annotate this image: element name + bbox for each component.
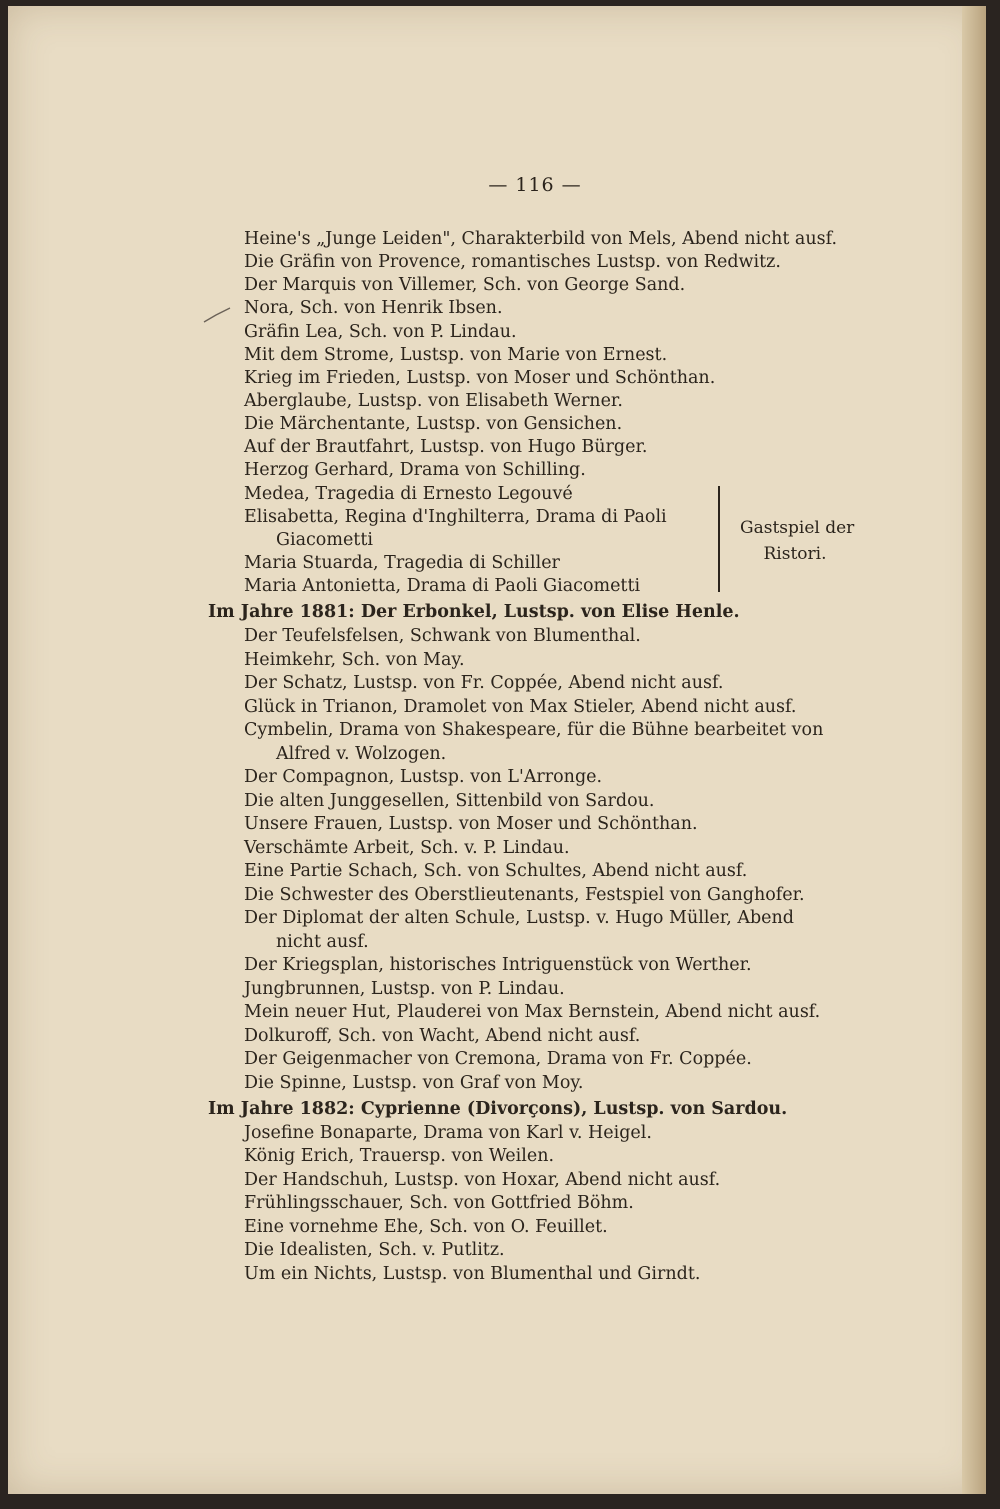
list-item-continuation: nicht ausf. bbox=[276, 932, 369, 952]
bracket bbox=[718, 486, 728, 592]
list-item: Krieg im Frieden, Lustsp. von Moser und Schönthan. bbox=[244, 368, 716, 388]
list-item: Um ein Nichts, Lustsp. von Blumenthal und Girndt. bbox=[244, 1264, 701, 1284]
list-item: Die Idealisten, Sch. v. Putlitz. bbox=[244, 1240, 505, 1260]
list-item: Verschämte Arbeit, Sch. v. P. Lindau. bbox=[244, 838, 570, 858]
list-item: Maria Stuarda, Tragedia di Schiller bbox=[244, 553, 560, 573]
year-heading-1882: Im Jahre 1882: Cyprienne (Divorçons), Lustsp. von Sardou. bbox=[208, 1099, 788, 1119]
list-item: Josefine Bonaparte, Drama von Karl v. Heigel. bbox=[244, 1123, 652, 1143]
list-item: Medea, Tragedia di Ernesto Legouvé bbox=[244, 484, 573, 504]
list-item: Die Gräfin von Provence, romantisches Lustsp. von Redwitz. bbox=[244, 252, 781, 272]
list-item: Maria Antonietta, Drama di Paoli Giacometti bbox=[244, 576, 641, 596]
list-item: Der Schatz, Lustsp. von Fr. Coppée, Abend nicht ausf. bbox=[244, 673, 724, 693]
bracket-label: Ristori. bbox=[763, 544, 827, 564]
list-item: Der Handschuh, Lustsp. von Hoxar, Abend nicht ausf. bbox=[244, 1170, 721, 1190]
list-item: Der Marquis von Villemer, Sch. von George Sand. bbox=[244, 275, 686, 295]
list-item: Heine's „Junge Leiden", Charakterbild von Mels, Abend nicht ausf. bbox=[244, 229, 838, 249]
page-number: — 116 — bbox=[488, 174, 582, 196]
list-item: Der Geigenmacher von Cremona, Drama von Fr. Coppée. bbox=[244, 1049, 752, 1069]
list-item-continuation: Giacometti bbox=[276, 530, 373, 550]
list-item: Der Diplomat der alten Schule, Lustsp. v. Hugo Müller, Abend bbox=[244, 908, 795, 928]
list-item: Der Teufelsfelsen, Schwank von Blumenthal. bbox=[244, 626, 641, 646]
list-item: Herzog Gerhard, Drama von Schilling. bbox=[244, 460, 586, 480]
list-item: Heimkehr, Sch. von May. bbox=[244, 650, 465, 670]
list-item: Die alten Junggesellen, Sittenbild von Sardou. bbox=[244, 791, 655, 811]
list-item: Nora, Sch. von Henrik Ibsen. bbox=[244, 298, 503, 318]
list-item: Die Märchentante, Lustsp. von Gensichen. bbox=[244, 414, 623, 434]
list-item: Jungbrunnen, Lustsp. von P. Lindau. bbox=[244, 979, 565, 999]
list-item: König Erich, Trauersp. von Weilen. bbox=[244, 1146, 555, 1166]
list-item: Auf der Brautfahrt, Lustsp. von Hugo Bürger. bbox=[244, 437, 648, 457]
list-item: Unsere Frauen, Lustsp. von Moser und Schönthan. bbox=[244, 814, 698, 834]
list-item: Frühlingsschauer, Sch. von Gottfried Böhm. bbox=[244, 1193, 634, 1213]
list-item: Eine vornehme Ehe, Sch. von O. Feuillet. bbox=[244, 1217, 608, 1237]
list-item: Mein neuer Hut, Plauderei von Max Bernstein, Abend nicht ausf. bbox=[244, 1002, 821, 1022]
pencil-check-mark-icon bbox=[202, 306, 232, 324]
list-item: Gräfin Lea, Sch. von P. Lindau. bbox=[244, 322, 517, 342]
year-heading-1881: Im Jahre 1881: Der Erbonkel, Lustsp. von Elise Henle. bbox=[208, 602, 740, 622]
list-item: Glück in Trianon, Dramolet von Max Stieler, Abend nicht ausf. bbox=[244, 697, 797, 717]
list-item: Die Schwester des Oberstlieutenants, Festspiel von Ganghofer. bbox=[244, 885, 805, 905]
list-item-continuation: Alfred v. Wolzogen. bbox=[276, 744, 447, 764]
list-item: Eine Partie Schach, Sch. von Schultes, Abend nicht ausf. bbox=[244, 861, 748, 881]
list-item: Cymbelin, Drama von Shakespeare, für die Bühne bearbeitet von bbox=[244, 720, 824, 740]
list-item: Die Spinne, Lustsp. von Graf von Moy. bbox=[244, 1073, 584, 1093]
list-item: Der Kriegsplan, historisches Intriguenstück von Werther. bbox=[244, 955, 752, 975]
list-item: Dolkuroff, Sch. von Wacht, Abend nicht ausf. bbox=[244, 1026, 641, 1046]
list-item: Aberglaube, Lustsp. von Elisabeth Werner. bbox=[244, 391, 623, 411]
list-item: Elisabetta, Regina d'Inghilterra, Drama di Paoli bbox=[244, 507, 667, 527]
bracket-label: Gastspiel der bbox=[740, 518, 855, 538]
list-item: Mit dem Strome, Lustsp. von Marie von Ernest. bbox=[244, 345, 668, 365]
list-item: Der Compagnon, Lustsp. von L'Arronge. bbox=[244, 767, 603, 787]
